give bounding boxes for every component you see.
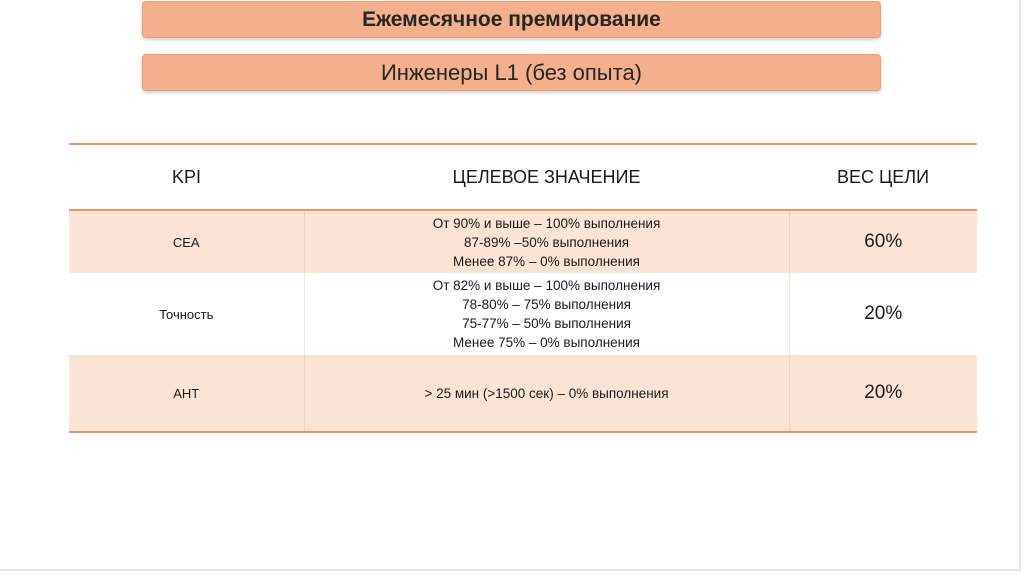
- column-header-kpi: KPI: [69, 144, 304, 210]
- page-title: Ежемесячное премирование: [362, 7, 661, 31]
- target-cell: [304, 210, 789, 273]
- target-line: 75-77% – 50% выполнения: [462, 316, 631, 331]
- column-header-target: ЦЕЛЕВОЕ ЗНАЧЕНИЕ: [304, 144, 789, 210]
- target-cell: [304, 355, 789, 432]
- table-row: [69, 273, 977, 355]
- target-line: Менее 87% – 0% выполнения: [453, 253, 640, 269]
- table-row: [69, 355, 977, 432]
- table-row: [69, 210, 977, 273]
- subtitle-banner: [142, 54, 881, 91]
- kpi-name: АНТ: [69, 355, 304, 432]
- kpi-name: CEA: [69, 210, 304, 273]
- target-line: От 90% и выше – 100% выполнения: [432, 215, 661, 231]
- weight-value: 60%: [789, 210, 977, 273]
- target-line: 78-80% – 75% выполнения: [462, 297, 631, 312]
- page-subtitle: Инженеры L1 (без опыта): [380, 59, 643, 85]
- weight-value: 20%: [789, 355, 977, 432]
- title-banner: [142, 1, 881, 38]
- target-cell: [304, 273, 789, 355]
- kpi-table: [69, 143, 977, 433]
- column-header-weight: ВЕС ЦЕЛИ: [789, 144, 977, 210]
- table-header-row: [69, 144, 977, 210]
- target-line: > 25 мин (>1500 сек) – 0% выполнения: [424, 385, 669, 401]
- weight-value: 20%: [789, 273, 977, 355]
- target-line: От 82% и выше – 100% выполнения: [432, 278, 661, 293]
- target-line: Менее 75% – 0% выполнения: [453, 335, 640, 350]
- kpi-name: Точность: [69, 273, 304, 355]
- target-line: 87-89% –50% выполнения: [463, 234, 630, 250]
